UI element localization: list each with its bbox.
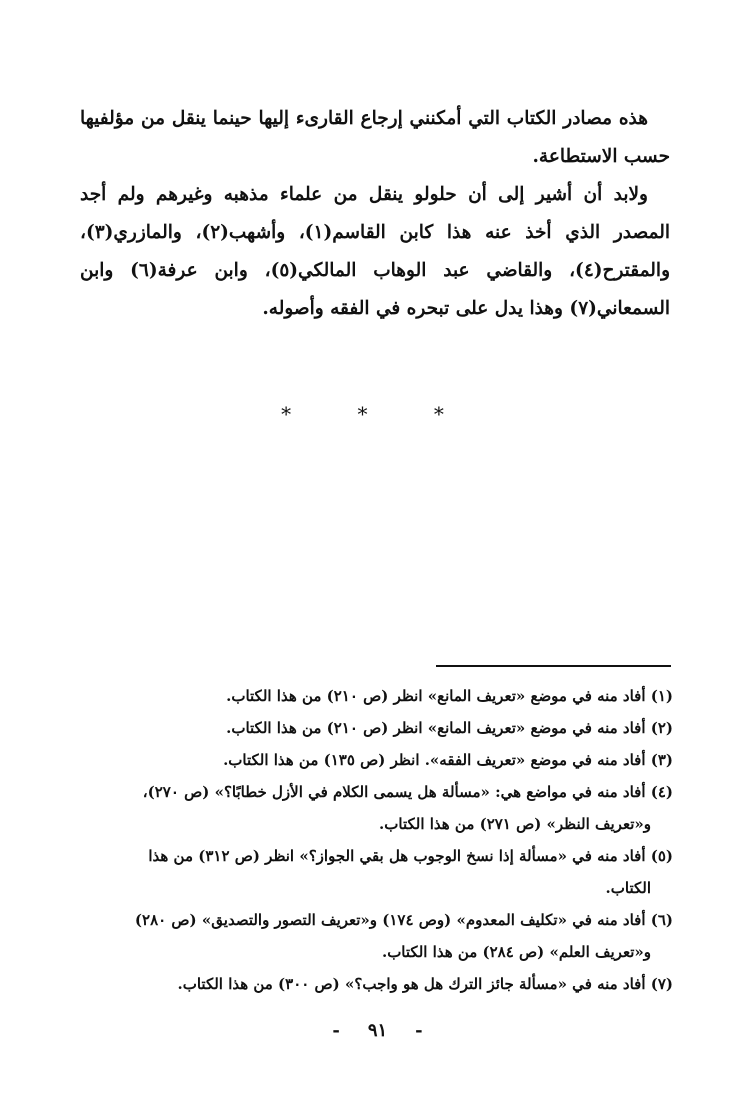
footnote-4: [81, 776, 673, 840]
footnote-7: [81, 968, 673, 1000]
paragraph-scholars: ولابد أن أشير إلى أن حلولو ينقل من علماء مذهبه وغيرهم ولم أجد المصدر الذي أخذ عنه هذا كابن القاسم(١)، وأشهب(٢)، والمازري(٣)، والمقترح(٤)، والقاضي عبد الوهاب المالكي(٥)، وابن عرفة(٦) وابن السمعاني(٧) وهذا يدل على تبحره في الفقه وأصوله.: [80, 184, 671, 319]
footnote-3: [81, 744, 673, 776]
footnote-2-text: (٢) أفاد منه في موضع «تعريف المانع» انظر (ص ٢١٠) من هذا الكتاب.: [226, 719, 673, 737]
footnote-2: [81, 712, 673, 744]
footnote-6-continuation: و«تعريف العلم» (ص ٢٨٤) من هذا الكتاب.: [381, 943, 651, 961]
footnote-1-text: (١) أفاد منه في موضع «تعريف المانع» انظر (ص ٢١٠) من هذا الكتاب.: [226, 687, 673, 705]
footnote-6-text: (٦) أفاد منه في «تكليف المعدوم» (وص ١٧٤) و«تعريف التصور والتصديق» (ص ٢٨٠): [134, 911, 673, 929]
footnote-5-text: (٥) أفاد منه في «مسألة إذا نسخ الوجوب هل بقي الجواز؟» انظر (ص ٣١٢) من هذا: [148, 847, 673, 865]
footnote-4-continuation: و«تعريف النظر» (ص ٢٧١) من هذا الكتاب.: [379, 815, 651, 833]
paragraph-sources: هذه مصادر الكتاب التي أمكنني إرجاع القارىء إليها حينما ينقل من مؤلفيها حسب الاستطاعة.: [80, 108, 670, 167]
page-number-value: ٩١: [367, 1020, 388, 1041]
footnote-divider: [436, 665, 671, 667]
footnote-6: [81, 904, 673, 968]
footnote-5: [81, 840, 673, 904]
footnote-3-text: (٣) أفاد منه في موضع «تعريف الفقه». انظر (ص ١٣٥) من هذا الكتاب.: [223, 751, 673, 769]
page-number-dash-left: -: [332, 1020, 340, 1041]
footnote-4-text: (٤) أفاد منه في مواضع هي: «مسألة هل يسمى الكلام في الأزل خطابًا؟» (ص ٢٧٠)،: [142, 783, 673, 801]
section-separator: * * *: [281, 402, 474, 426]
footnote-5-continuation: الكتاب.: [605, 879, 651, 897]
page-number: [0, 1020, 755, 1041]
footnotes: [81, 680, 673, 1000]
footnote-7-text: (٧) أفاد منه في «مسألة جائز الترك هل هو واجب؟» (ص ٣٠٠) من هذا الكتاب.: [177, 975, 673, 993]
page-number-dash-right: -: [415, 1020, 423, 1041]
main-text: [80, 100, 670, 328]
footnote-1: [81, 680, 673, 712]
